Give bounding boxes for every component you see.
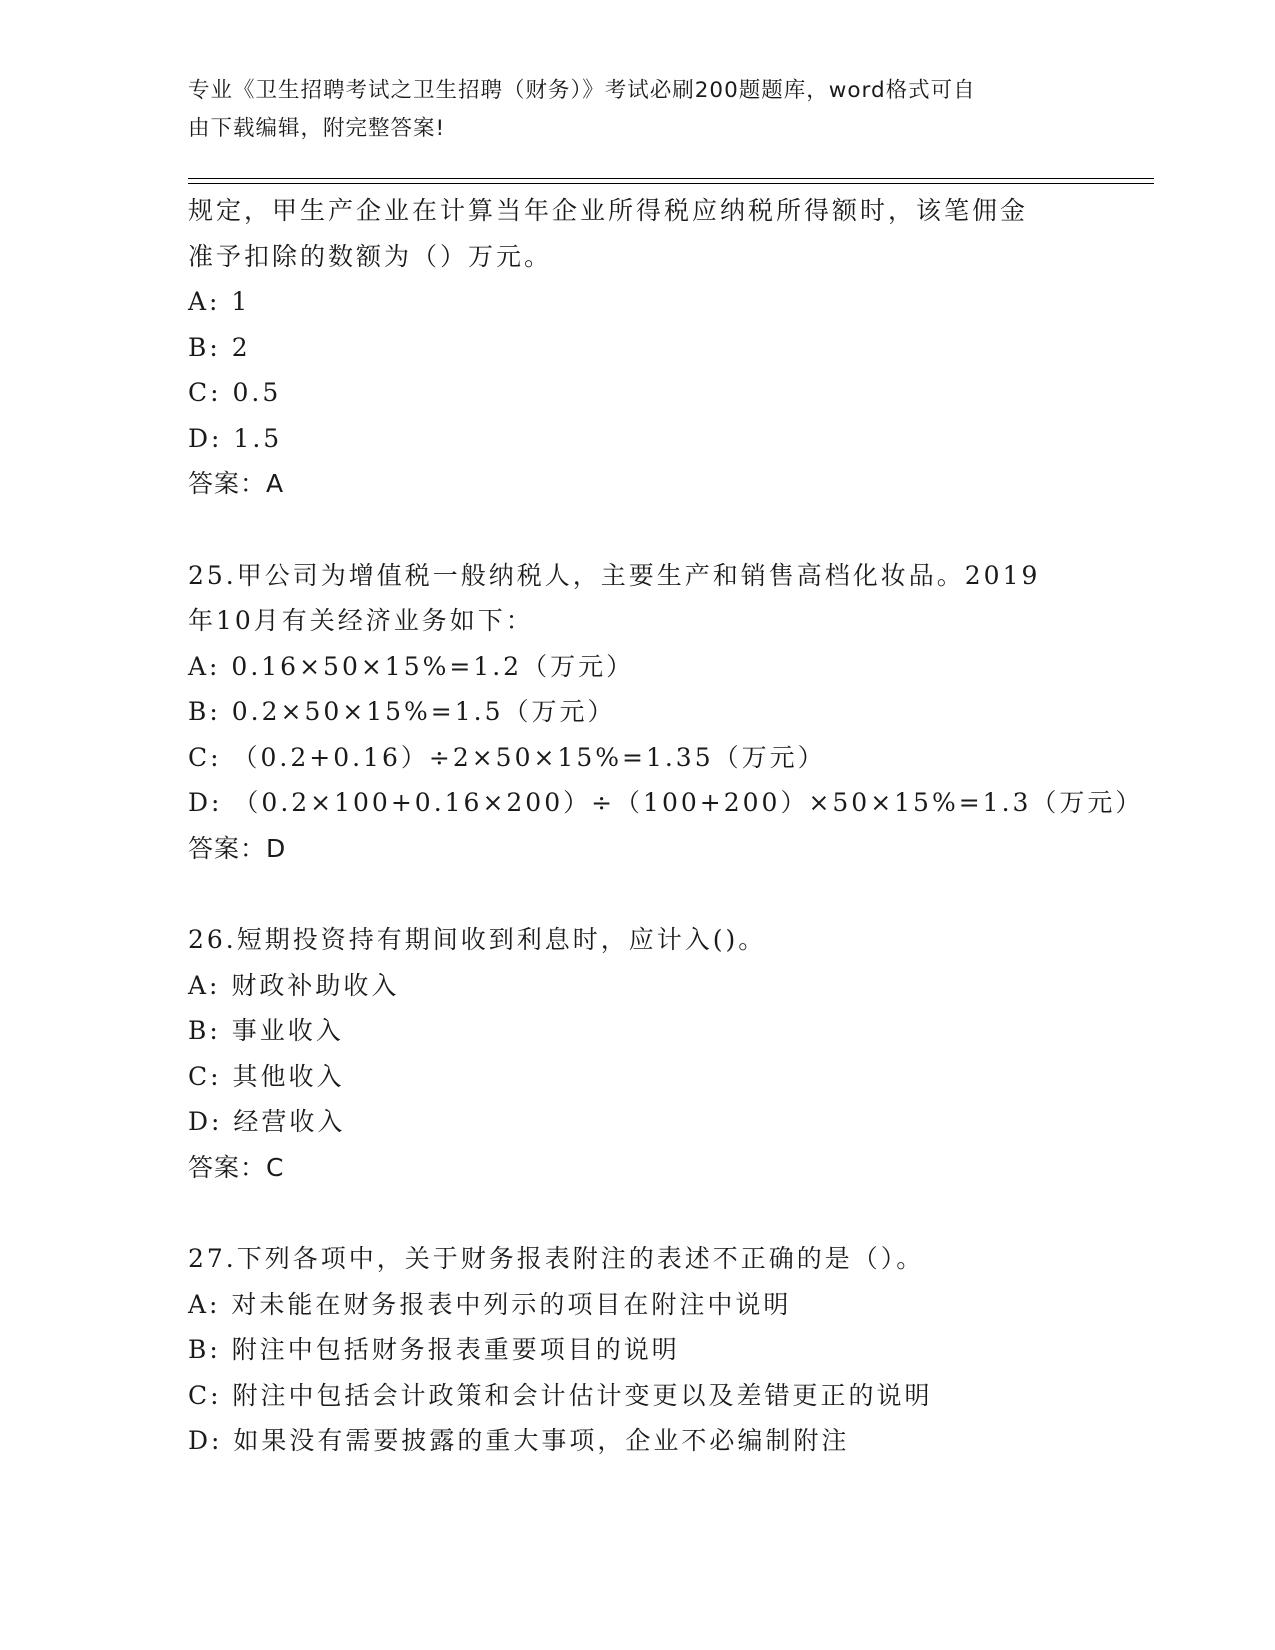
option-b: B: 附注中包括财务报表重要项目的说明	[188, 1335, 680, 1364]
question-25	[188, 553, 1148, 872]
question-stem: 25.甲公司为增值税一般纳税人，主要生产和销售高档化妆品。2019	[188, 560, 1041, 590]
option-c: C: 0.5	[188, 378, 282, 407]
option-c: C: （0.2+0.16）÷2×50×15%=1.35（万元）	[188, 742, 826, 772]
question-stem: 年10月有关经济业务如下：	[188, 606, 534, 635]
question-24-continued	[188, 188, 1148, 507]
answer: 答案：D	[188, 833, 287, 863]
question-stem: 26.短期投资持有期间收到利息时，应计入()。	[188, 925, 767, 954]
answer: 答案：A	[188, 469, 285, 498]
option-a: A: 财政补助收入	[188, 970, 400, 1000]
option-b: B: 2	[188, 332, 251, 362]
header-divider-bottom	[188, 183, 1154, 184]
option-a: A: 0.16×50×15%=1.2（万元）	[188, 651, 635, 681]
option-c: C: 其他收入	[188, 1061, 345, 1091]
option-d: D: 如果没有需要披露的重大事项，企业不必编制附注	[188, 1426, 850, 1455]
option-a: A: 对未能在财务报表中列示的项目在附注中说明	[188, 1289, 792, 1319]
option-a: A: 1	[188, 287, 251, 316]
question-list	[188, 188, 1148, 1464]
option-d: D: 1.5	[188, 423, 283, 453]
header-divider-top	[188, 178, 1154, 179]
question-26	[188, 917, 1148, 1190]
question-stem: 27.下列各项中，关于财务报表附注的表述不正确的是（）。	[188, 1244, 925, 1273]
header-line-2: 由下载编辑，附完整答案!	[188, 116, 446, 141]
option-d: D: 经营收入	[188, 1107, 346, 1136]
option-b: B: 0.2×50×15%=1.5（万元）	[188, 697, 616, 726]
question-stem: 规定，甲生产企业在计算当年企业所得税应纳税所得额时，该笔佣金	[188, 196, 1029, 225]
question-27	[188, 1236, 1148, 1464]
document-header	[188, 72, 1088, 148]
spacer	[188, 871, 1148, 917]
header-line-1: 专业《卫生招聘考试之卫生招聘（财务）》考试必刷200题题库，word格式可自	[188, 78, 976, 103]
spacer	[188, 507, 1148, 553]
answer: 答案：C	[188, 1152, 285, 1182]
spacer	[188, 1190, 1148, 1236]
question-stem: 准予扣除的数额为（）万元。	[188, 241, 553, 271]
option-b: B: 事业收入	[188, 1016, 344, 1045]
option-c: C: 附注中包括会计政策和会计估计变更以及差错更正的说明	[188, 1380, 933, 1410]
option-d: D: （0.2×100+0.16×200）÷（100+200）×50×15%=1.3（万元）	[188, 788, 1144, 817]
